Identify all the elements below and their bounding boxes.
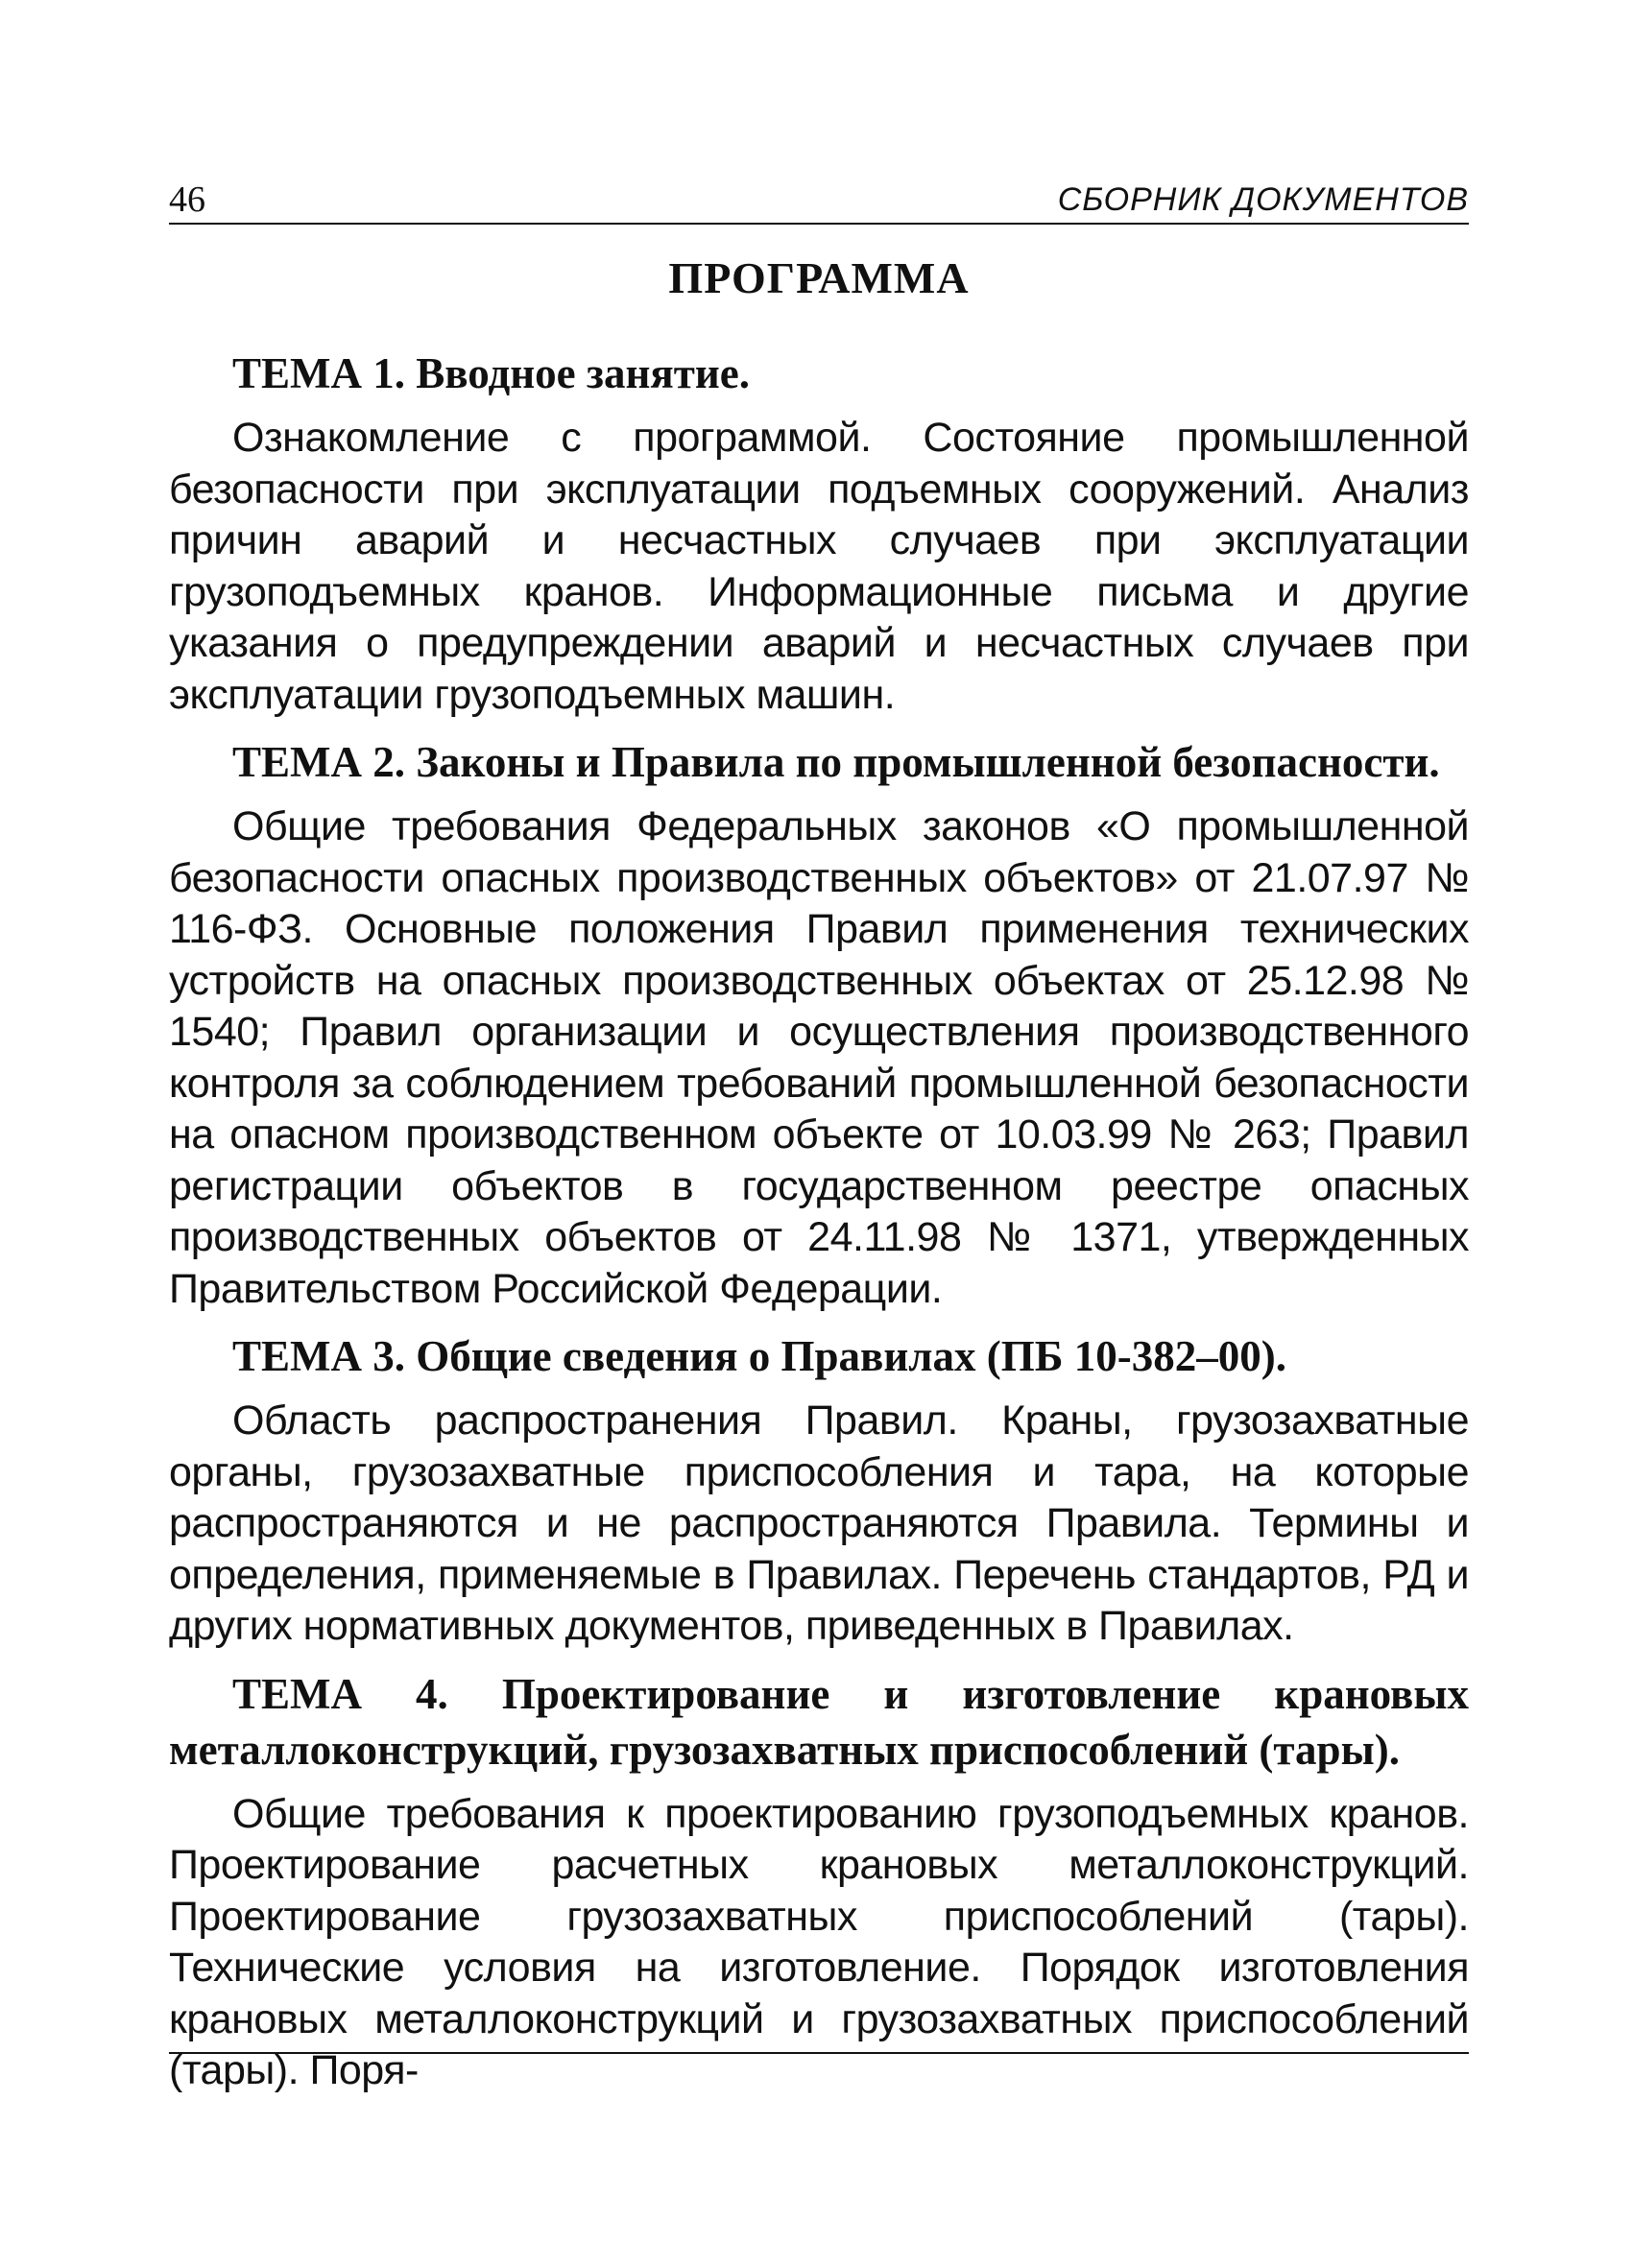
topic-3 (169, 1328, 1469, 1653)
topic-body: Область распространения Правил. Краны, грузозахватные органы, грузозахватные приспособления и тара, на которые распространяются и не распространяются Правила. Термины и определения, применяемые в Правилах. Перечень стандартов, РД и других нормативных документов, приведенных в Правилах. (169, 1397, 1469, 1649)
topic-2 (169, 734, 1469, 1315)
document-title: ПРОГРАММА (668, 253, 970, 302)
page-content (169, 251, 1469, 2111)
topic-body: Общие требования Федеральных законов «О промышленной безопасности опасных производственных объектов» от 21.07.97 № 116-ФЗ. Основные положения Правил применения технических устройств на опасных производственных объектах от 25.12.98 № 1540; Правил организации и осуществления производственного контроля за соблюдением требований промышленной безопасности на опасном производственном объекте от 10.03.99 № 263; Правил регистрации объектов в государственном реестре опасных производственных объектов от 24.11.98 № 1371, утвержденных Правительством Российской Федерации. (169, 803, 1469, 1312)
topic-heading: ТЕМА 4. Проектирование и изготовление крановых металлоконструкций, грузозахватных приспособлений (тары). (169, 1669, 1469, 1774)
topic-1 (169, 346, 1469, 721)
topic-body: Общие требования к проектированию грузоподъемных кранов. Проектирование расчетных крановых металлоконструкций. Проектирование грузозахватных приспособлений (тары). Технические условия на изготовление. Порядок изготовления крановых металлоконструкций и грузозахватных приспособлений (тары). Поря- (169, 1790, 1469, 2093)
topic-4 (169, 1666, 1469, 2097)
page-header (169, 179, 1469, 225)
footer-rule (169, 2052, 1469, 2054)
page-number: 46 (169, 179, 205, 220)
topic-heading: ТЕМА 1. Вводное занятие. (232, 349, 750, 397)
topic-body: Ознакомление с программой. Состояние промышленной безопасности при эксплуатации подъемных сооружений. Анализ причин аварий и несчастных случаев при эксплуатации грузоподъемных кранов. Информационные письма и другие указания о предупреждении аварий и несчастных случаев при эксплуатации грузоподъемных машин. (169, 415, 1469, 718)
running-head: СБОРНИК ДОКУМЕНТОВ (1057, 181, 1469, 218)
topic-heading: ТЕМА 3. Общие сведения о Правилах (ПБ 10-382–00). (232, 1332, 1286, 1380)
topic-heading: ТЕМА 2. Законы и Правила по промышленной безопасности. (232, 738, 1440, 786)
